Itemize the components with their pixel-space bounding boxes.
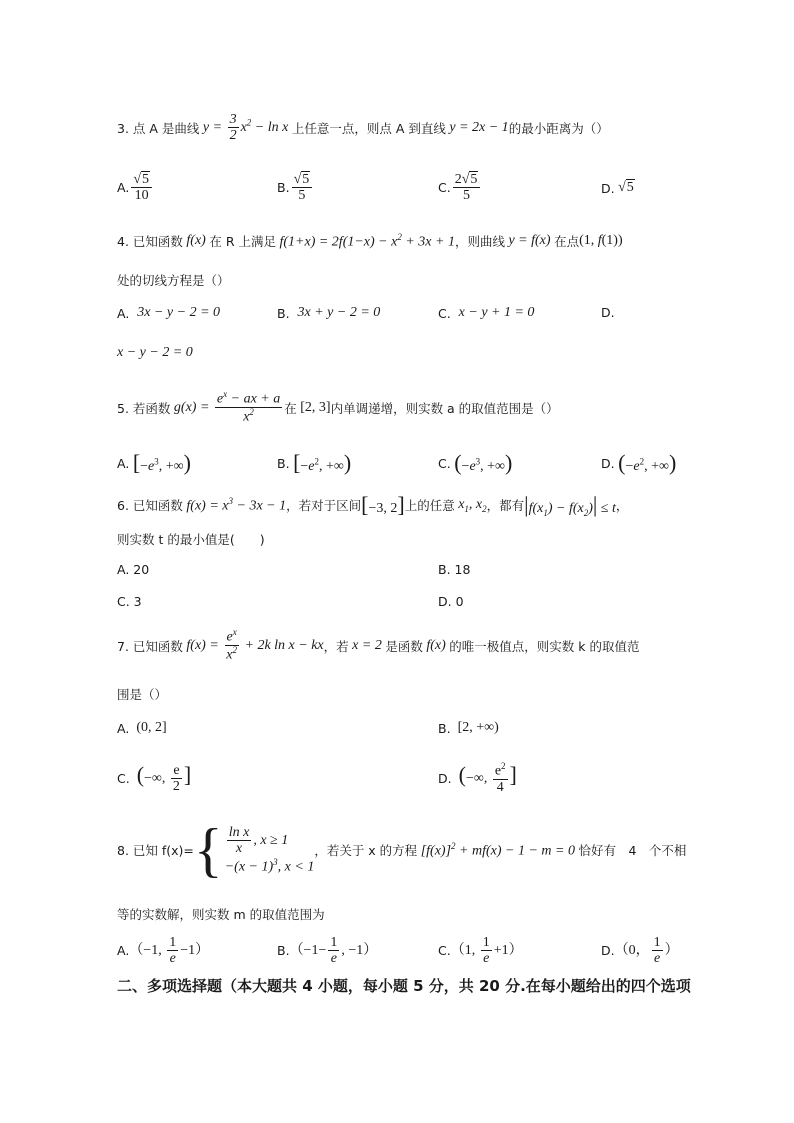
q6-option-a[interactable]: A. 20 [117, 562, 150, 577]
q7-stem: 7. 已知函数 f(x) = $\frac{e^x}{x^2}$ + 2k ln x − kx ，若 x = 2 是函数 f(x) 的唯一极值点，则实数 k 的取值范 [117, 627, 640, 663]
q4-option-c[interactable]: C. x − y + 1 = 0 [438, 305, 535, 321]
q8-stem: 8. 已知 f(x)= { $\frac{\text{ln x}}{x}$ , x ≥ 1 $-(x - 1)^3$, x < 1 ，若关于 x 的方程 $[f(x)]^2 + mf(x) - 1 - m = 0$ 恰好有 4 个不相 [117, 817, 687, 883]
q3-stem: 3. 点 A 是曲线 y = $\frac{3}{2}$ $x^2 - \ln x$ 上任意一点，则点 A 到直线 y = 2x − 1 的最小距离为（） [117, 112, 609, 144]
q4-option-b[interactable]: B. 3x + y − 2 = 0 [277, 305, 381, 321]
q6-stem-line2: 则实数 t 的最小值是( ) [117, 532, 265, 547]
q6-option-c[interactable]: C. 3 [117, 594, 142, 609]
q8-option-b[interactable]: B. （−1− $\frac{1}{e}$ , −1） [277, 935, 378, 967]
q7-option-c[interactable]: C. (−∞, $\frac{e}{2}$ ] [117, 762, 192, 795]
q8-stem-line2: 等的实数解，则实数 m 的取值范围为 [117, 907, 325, 922]
q7-option-a[interactable]: A. (0, 2] [117, 720, 167, 736]
q8-option-c[interactable]: C. （1, $\frac{1}{e}$ +1） [438, 935, 523, 967]
q8-option-a[interactable]: A. （−1, $\frac{1}{e}$ −1） [117, 935, 210, 967]
q6-option-b[interactable]: B. 18 [438, 562, 471, 577]
q3-option-b[interactable]: B. $\frac{√5}{5}$ [277, 172, 314, 204]
q4-stem: 4. 已知函数 f(x) 在 R 上满足 $f(1+x) = 2f(1-x) - x^2 + 3x + 1$ ，则曲线 y = f(x) 在点 (1, f(1)) [117, 232, 623, 250]
q4-option-d-label[interactable]: D. [601, 305, 615, 320]
piecewise-brace: { [193, 817, 223, 883]
piecewise-cases: $\frac{\text{ln x}}{x}$ , x ≥ 1 $-(x - 1)^3$, x < 1 [224, 824, 315, 875]
q3-option-d[interactable]: D. √5 [601, 180, 634, 196]
q5-stem: 5. 若函数 g(x) = $\frac{e^x - ax + a}{x^2}$ 在 [2, 3] 内单调递增，则实数 a 的取值范围是（） [117, 389, 559, 425]
q8-option-d[interactable]: D. （0， $\frac{1}{e}$ ） [601, 935, 679, 967]
q6-stem: 6. 已知函数 $f(x) = x^3 - 3x - 1$ ，若对于区间 [−3, 2] 上的任意 $x_1$, $x_2$ ，都有 $|f(x_1) - f(x_2)| \le t$ ， [117, 492, 629, 518]
q5-option-b[interactable]: B. [$-e^2$, +∞) [277, 450, 352, 475]
q5-option-d[interactable]: D. ($-e^2$, +∞) [601, 450, 677, 475]
q6-option-d[interactable]: D. 0 [438, 594, 464, 609]
q3-option-c[interactable]: C. $\frac{2√5}{5}$ [438, 172, 482, 204]
q4-option-d[interactable]: x − y − 2 = 0 [117, 345, 193, 360]
q5-option-a[interactable]: A. [$-e^3$, +∞) [117, 450, 191, 475]
section-2-heading: 二、多项选择题（本大题共 4 小题，每小题 5 分，共 20 分.在每小题给出的四个选项 [117, 977, 691, 995]
q3-curve: y = $\frac{3}{2}$ $x^2 - \ln x$ [199, 112, 292, 144]
q4-option-a[interactable]: A. 3x − y − 2 = 0 [117, 305, 221, 321]
q7-stem-line2: 围是（） [117, 687, 168, 702]
q3-line: y = 2x − 1 [445, 119, 509, 135]
q7-option-b[interactable]: B. [2, +∞) [438, 720, 499, 736]
q5-option-c[interactable]: C. ($-e^3$, +∞) [438, 450, 513, 475]
q3-option-a[interactable]: A. $\frac{√5}{10}$ [117, 172, 154, 204]
q7-option-d[interactable]: D. (−∞, $\frac{e^2}{4}$ ] [438, 761, 517, 796]
q4-stem-line2: 处的切线方程是（） [117, 273, 230, 288]
